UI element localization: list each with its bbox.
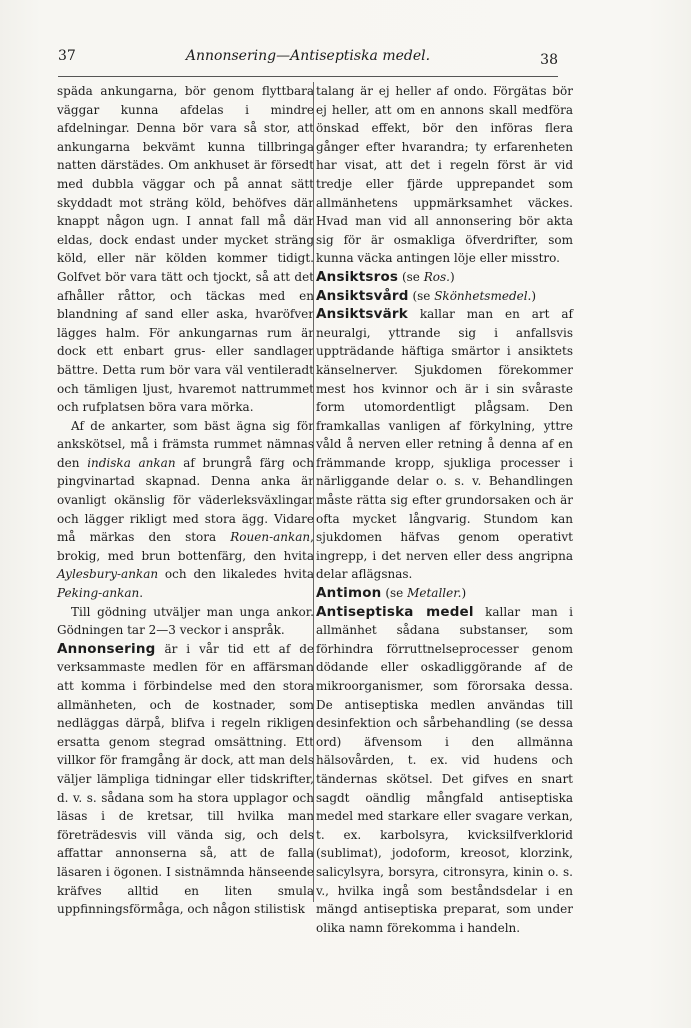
page-header xyxy=(58,44,558,70)
cross-reference: Skönhetsmedel. xyxy=(434,288,532,303)
headword-ansiktsvark: Ansiktsvärk xyxy=(316,306,408,323)
entry-body: är i vår tid ett af de verksammaste medlen för en affärsman att komma i förbindelse med den stora allmänheten, och de kostnader, som nedläggas därpå, blifva i regeln rikligen ersatta genom stegrad omsättning. Ett villkor för framgång är dock, att man dels väljer lämpliga tidningar eller tidskrifter, d. v. s. sådana som ha stora upplagor och läsas i de kretsar, till hvilka man företrädesvis vill vända sig, och dels affattar annonserna så, att de falla läsaren i ögonen. I sistnämnda hänseende kräfves alltid en liten smula uppfinningsförmåga, och någon stilistisk xyxy=(57,641,314,917)
paragraph-ankarter xyxy=(57,417,314,603)
entry-antiseptiska-medel xyxy=(316,603,573,938)
text-run: (se xyxy=(398,269,424,284)
text-run: (se xyxy=(381,586,408,601)
entry-ansiktsros xyxy=(316,268,573,287)
headword-ansiktsros: Ansiktsros xyxy=(316,268,399,285)
page-number-left: 37 xyxy=(58,48,76,64)
header-rule xyxy=(58,76,558,77)
paragraph-ankhus: späda ankungarna, bör genom flyttbara väggar kunna afdelas i mindre afdelningar. Denna bör vara så stor, att ankungarna bekvämt kunna tillbringa natten därstädes. Om ankhuset är försedt med dubbla väggar och på annat sätt skyddadt mot sträng köld, behöfves där knappt någon ugn. I annat fall må där eldas, dock endast under mycket sträng köld, eller när kölden kommer tidigt. Golfvet bör vara tätt och tjockt, så att det afhåller råttor, och täckas med en blandning af sand eller aska, hvaröfver lägges halm. För ankungarnas rum är dock ett enbart grus- eller sandlager bättre. Detta rum bör vara väl ventileradt och tämligen ljust, hvaremot nattrummet och rufplatsen böra vara mörka. xyxy=(57,84,314,415)
entry-annonsering xyxy=(57,640,314,919)
entry-body: kallar man en art af neuralgi, yttrande sig i anfallsvis uppträdande häftiga smärtor i ansiktets känselnerver. Sjukdomen förekommer mest hos kvinnor och är i sin svåraste form utomordentligt plågsam. Den framkallas vanligen af förkylning, yttre våld å nerven eller retning å denna af en främmande kropp, sjukliga processer i närliggande delar o. s. v. Behandlingen måste rätta sig efter grundorsaken och är ofta mycket långvarig. Stundom kan sjukdomen häfvas genom operativt ingrepp, i det nerven eller dess angripna delar aflägsnas. xyxy=(316,307,573,582)
headword-antimon: Antimon xyxy=(316,585,382,602)
cross-reference: Metaller. xyxy=(407,586,462,601)
headword-annonsering: Annonsering xyxy=(57,640,156,657)
emphasis-peking-ankan: Peking-ankan xyxy=(57,586,140,601)
page-number-right: 38 xyxy=(540,52,558,68)
paragraph-annonsering-cont: talang är ej heller af ondo. Förgätas bör ej heller, att om en annons skall medföra önskad effekt, bör den införas flera gånger efter hvarandra; ty erfarenheten har visat, att det i regeln först är vid tredje eller fjärde upprepandet som allmänhetens uppmärksamhet väckes. Hvad man vid all annonsering bör akta sig för är osmakliga öfverdrifter, som kunna väcka antingen löje eller misstro. xyxy=(316,84,573,266)
entry-ansiktsvard xyxy=(316,287,573,306)
left-column xyxy=(57,82,314,919)
text-run: . xyxy=(139,586,144,601)
text-run: ) xyxy=(461,586,467,601)
text-run: , brokig, med brun bottenfärg, den hvita xyxy=(57,530,314,563)
emphasis-aylesbury-ankan: Aylesbury-ankan xyxy=(57,567,159,582)
entry-ansiktsvark xyxy=(316,305,573,584)
text-run: af brungrå färg och pingvinartad skapnad. Denna anka är ovanligt okänslig för väderleksväxlingar och lägger rikligt med stora ägg. Vidare må märkas den stora xyxy=(57,455,314,545)
entry-antimon xyxy=(316,584,573,603)
entry-body: kallar man i allmänhet sådana substanser, som förhindra förruttnelseprocesser genom dödande eller oskadliggörande af de mikroorganismer, som förorsaka dessa. De antiseptiska medlen användas till desinfektion och sårbehandling (se dessa ord) äfvensom i den allmänna hälsovården, t. ex. vid hudens och tändernas skötsel. Det gifves en snart sagdt oändlig mångfald antiseptiska medel med starkare eller svagare verkan, t. ex. karbolsyra, kvicksilfverklorid (sublimat), jodoform, kreosot, klorzink, salicylsyra, borsyra, citronsyra, kinin o. s. v., hvilka ingå som beståndsdelar i en mängd antiseptiska preparat, som under olika namn förekomma i handeln. xyxy=(316,604,573,935)
text-run: och den likaledes hvita xyxy=(158,567,314,582)
paragraph-godning: Till gödning utväljer man unga ankor. Gödningen tar 2—3 veckor i anspråk. xyxy=(57,604,314,638)
headword-antiseptiska-medel: Antiseptiska medel xyxy=(316,603,474,620)
right-column xyxy=(316,82,573,937)
text-run: Af de ankarter, som bäst ägna sig för ankskötsel, må i främsta rummet nämnas den xyxy=(57,418,314,470)
cross-reference: Ros. xyxy=(423,269,450,284)
emphasis-indiska-ankan: indiska ankan xyxy=(87,455,176,470)
running-title: Annonsering—Antiseptiska medel. xyxy=(185,48,431,64)
headword-ansiktsvard: Ansiktsvård xyxy=(316,287,409,304)
emphasis-rouen-ankan: Rouen-ankan xyxy=(230,530,311,545)
column-divider xyxy=(313,82,314,902)
text-run: ) xyxy=(449,269,455,284)
text-run: (se xyxy=(408,288,435,303)
text-run: ) xyxy=(531,288,537,303)
